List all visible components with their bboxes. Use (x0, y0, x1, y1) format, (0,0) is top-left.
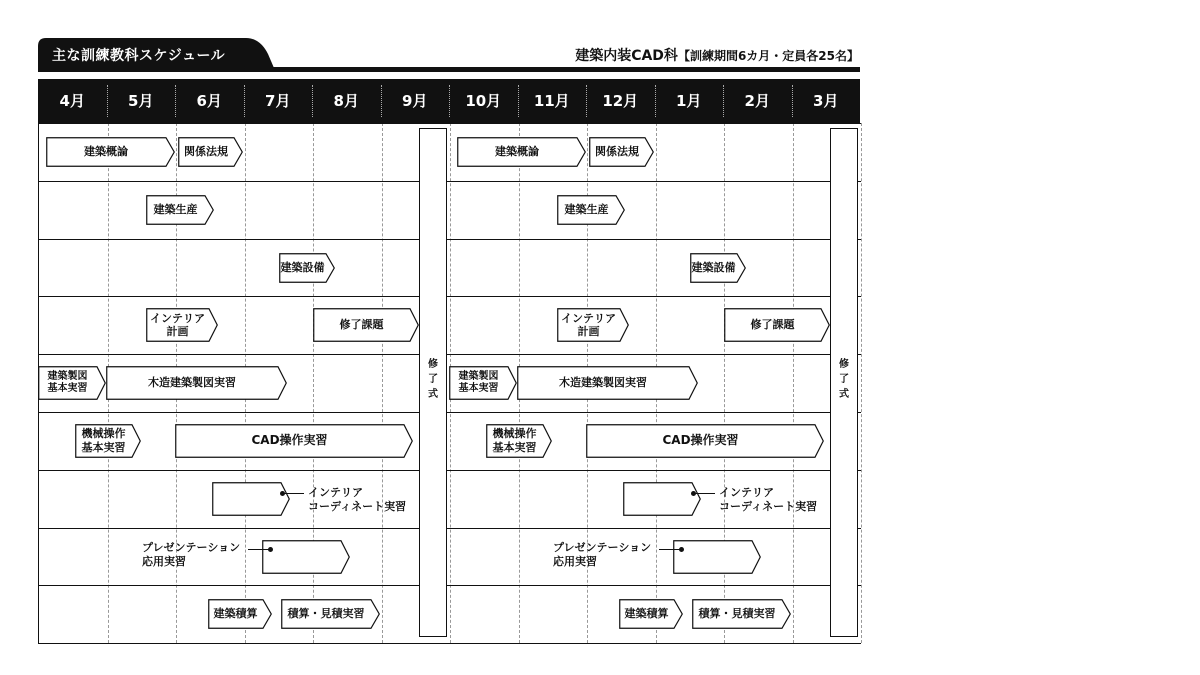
cohort-term1-kenchiku-setsubi-label: 建築設備 (280, 260, 325, 274)
cohort-term1-kenchiku-sekisan (208, 599, 272, 629)
cohort-term2-mokuzo-seizu-label: 木造建築製図実習 (559, 376, 647, 390)
month-separator (723, 85, 724, 117)
cohort-term2-mokuzo-seizu (517, 366, 698, 400)
row-divider (39, 181, 861, 182)
cohort-term2-shuryo-kadai (724, 308, 830, 342)
cohort-term1-mokuzo-seizu-label: 木造建築製図実習 (148, 376, 236, 390)
cohort-term1-presentation-box (262, 540, 350, 574)
cohort-term2-interior-coord-label: インテリア コーディネート実習 (719, 486, 818, 514)
cohort-term2-kikai-sosa (486, 424, 552, 458)
cohort-term2-kenchiku-seisan (557, 195, 625, 225)
cohort-term1-kenchiku-seisan (146, 195, 214, 225)
cohort-term2-cad-sosa (586, 424, 824, 458)
cohort-term1-sekisan-mitsumori-label: 積算・見積実習 (287, 607, 365, 621)
cohort-term1-presentation-label: プレゼンテーション 応用実習 (142, 541, 241, 569)
month-separator (107, 85, 108, 117)
row-divider (39, 239, 861, 240)
cohort-term1-shuryo-kadai-label: 修了課題 (339, 318, 384, 332)
cohort-term1-kenchiku-seisan-label: 建築生産 (153, 202, 198, 216)
cohort-term2-kankei-houki-label: 関係法規 (595, 145, 639, 159)
month-label: 11月 (533, 92, 570, 110)
cohort-term1-shuryo-kadai (313, 308, 419, 342)
cohort-term2-interior-coord-box (623, 482, 701, 516)
month-separator (175, 85, 176, 117)
row-divider (39, 585, 861, 586)
cohort-term2-kankei-houki (589, 137, 654, 167)
month-label: 9月 (402, 92, 428, 110)
cohort-term1-kenchiku-gairon (46, 137, 175, 167)
cohort-term2-sekisan-mitsumori-label: 積算・見積実習 (698, 607, 776, 621)
cohort-term2-seizu-kihon-label: 建築製図 基本実習 (458, 370, 499, 395)
connector-dot (679, 547, 684, 552)
connector-dot (280, 491, 285, 496)
cohort-term2-interior-keikaku-label: インテリア 計画 (561, 311, 616, 339)
month-separator (244, 85, 245, 117)
ceremony-box-term1 (419, 128, 447, 637)
cohort-term1-kenchiku-sekisan-label: 建築積算 (213, 607, 258, 621)
cohort-term1-mokuzo-seizu (106, 366, 287, 400)
cohort-term2-seizu-kihon (449, 366, 517, 400)
schedule-title-tab (38, 38, 274, 68)
header-rule (38, 67, 860, 72)
ceremony-label: 修 了 式 (428, 359, 438, 401)
cohort-term1-interior-coord-label: インテリア コーディネート実習 (308, 486, 407, 514)
month-label: 5月 (128, 92, 154, 110)
row-divider (39, 470, 861, 471)
cohort-term1-seizu-kihon-label: 建築製図 基本実習 (47, 370, 88, 395)
cohort-term2-shuryo-kadai-label: 修了課題 (750, 318, 795, 332)
month-label: 12月 (602, 92, 639, 110)
cohort-term2-kenchiku-sekisan (619, 599, 683, 629)
cohort-term1-interior-keikaku (146, 308, 218, 342)
cohort-term2-cad-sosa-label: CAD操作実習 (662, 433, 739, 448)
cohort-term2-interior-keikaku (557, 308, 629, 342)
cohort-term1-sekisan-mitsumori (281, 599, 380, 629)
month-label: 6月 (196, 92, 222, 110)
cohort-term1-kankei-houki (178, 137, 243, 167)
connector-line (282, 493, 304, 494)
cohort-term1-seizu-kihon (38, 366, 106, 400)
row-divider (39, 412, 861, 413)
row-divider (39, 354, 861, 355)
cohort-term2-kenchiku-setsubi-label: 建築設備 (691, 260, 736, 274)
month-label: 7月 (265, 92, 291, 110)
cohort-term2-kikai-sosa-label: 機械操作 基本実習 (492, 427, 537, 454)
cohort-term1-cad-sosa (175, 424, 413, 458)
cohort-term2-kenchiku-sekisan-label: 建築積算 (624, 607, 669, 621)
course-details: 【訓練期間6カ月・定員各25名】 (677, 49, 859, 63)
cohort-term2-sekisan-mitsumori (692, 599, 791, 629)
month-label: 4月 (59, 92, 85, 110)
cohort-term1-interior-coord-box (212, 482, 290, 516)
connector-dot (268, 547, 273, 552)
row-divider (39, 123, 861, 124)
month-gridline (382, 123, 383, 643)
month-separator (381, 85, 382, 117)
cohort-term2-kenchiku-gairon-label: 建築概論 (495, 145, 539, 159)
cohort-term1-kankei-houki-label: 関係法規 (184, 145, 228, 159)
connector-line (659, 549, 681, 550)
month-separator (312, 85, 313, 117)
ceremony-label: 修 了 式 (839, 359, 849, 401)
month-label: 3月 (813, 92, 839, 110)
month-separator (655, 85, 656, 117)
month-separator (518, 85, 519, 117)
cohort-term2-kenchiku-seisan-label: 建築生産 (564, 202, 609, 216)
connector-line (248, 549, 270, 550)
month-separator (449, 85, 450, 117)
month-label: 2月 (744, 92, 770, 110)
cohort-term2-presentation-box (673, 540, 761, 574)
cohort-term1-kikai-sosa-label: 機械操作 基本実習 (81, 427, 126, 454)
cohort-term2-kenchiku-gairon (457, 137, 586, 167)
month-separator (792, 85, 793, 117)
cohort-term2-kenchiku-setsubi (690, 253, 746, 283)
course-name: 建築内装CAD科 (575, 48, 678, 64)
cohort-term1-cad-sosa-label: CAD操作実習 (251, 433, 328, 448)
month-header-bar (38, 79, 860, 123)
cohort-term1-kenchiku-setsubi (279, 253, 335, 283)
month-gridline (861, 123, 862, 643)
month-separator (586, 85, 587, 117)
ceremony-box-term2 (830, 128, 858, 637)
schedule-title: 主な訓練教科スケジュール (52, 48, 226, 64)
month-label: 8月 (333, 92, 359, 110)
row-divider (39, 296, 861, 297)
month-label: 10月 (465, 92, 502, 110)
cohort-term1-kikai-sosa (75, 424, 141, 458)
connector-dot (691, 491, 696, 496)
cohort-term2-presentation-label: プレゼンテーション 応用実習 (553, 541, 652, 569)
course-header (575, 45, 859, 65)
row-divider (39, 528, 861, 529)
month-label: 1月 (676, 92, 702, 110)
connector-line (693, 493, 715, 494)
cohort-term1-interior-keikaku-label: インテリア 計画 (150, 311, 205, 339)
cohort-term1-kenchiku-gairon-label: 建築概論 (84, 145, 128, 159)
month-gridline (793, 123, 794, 643)
